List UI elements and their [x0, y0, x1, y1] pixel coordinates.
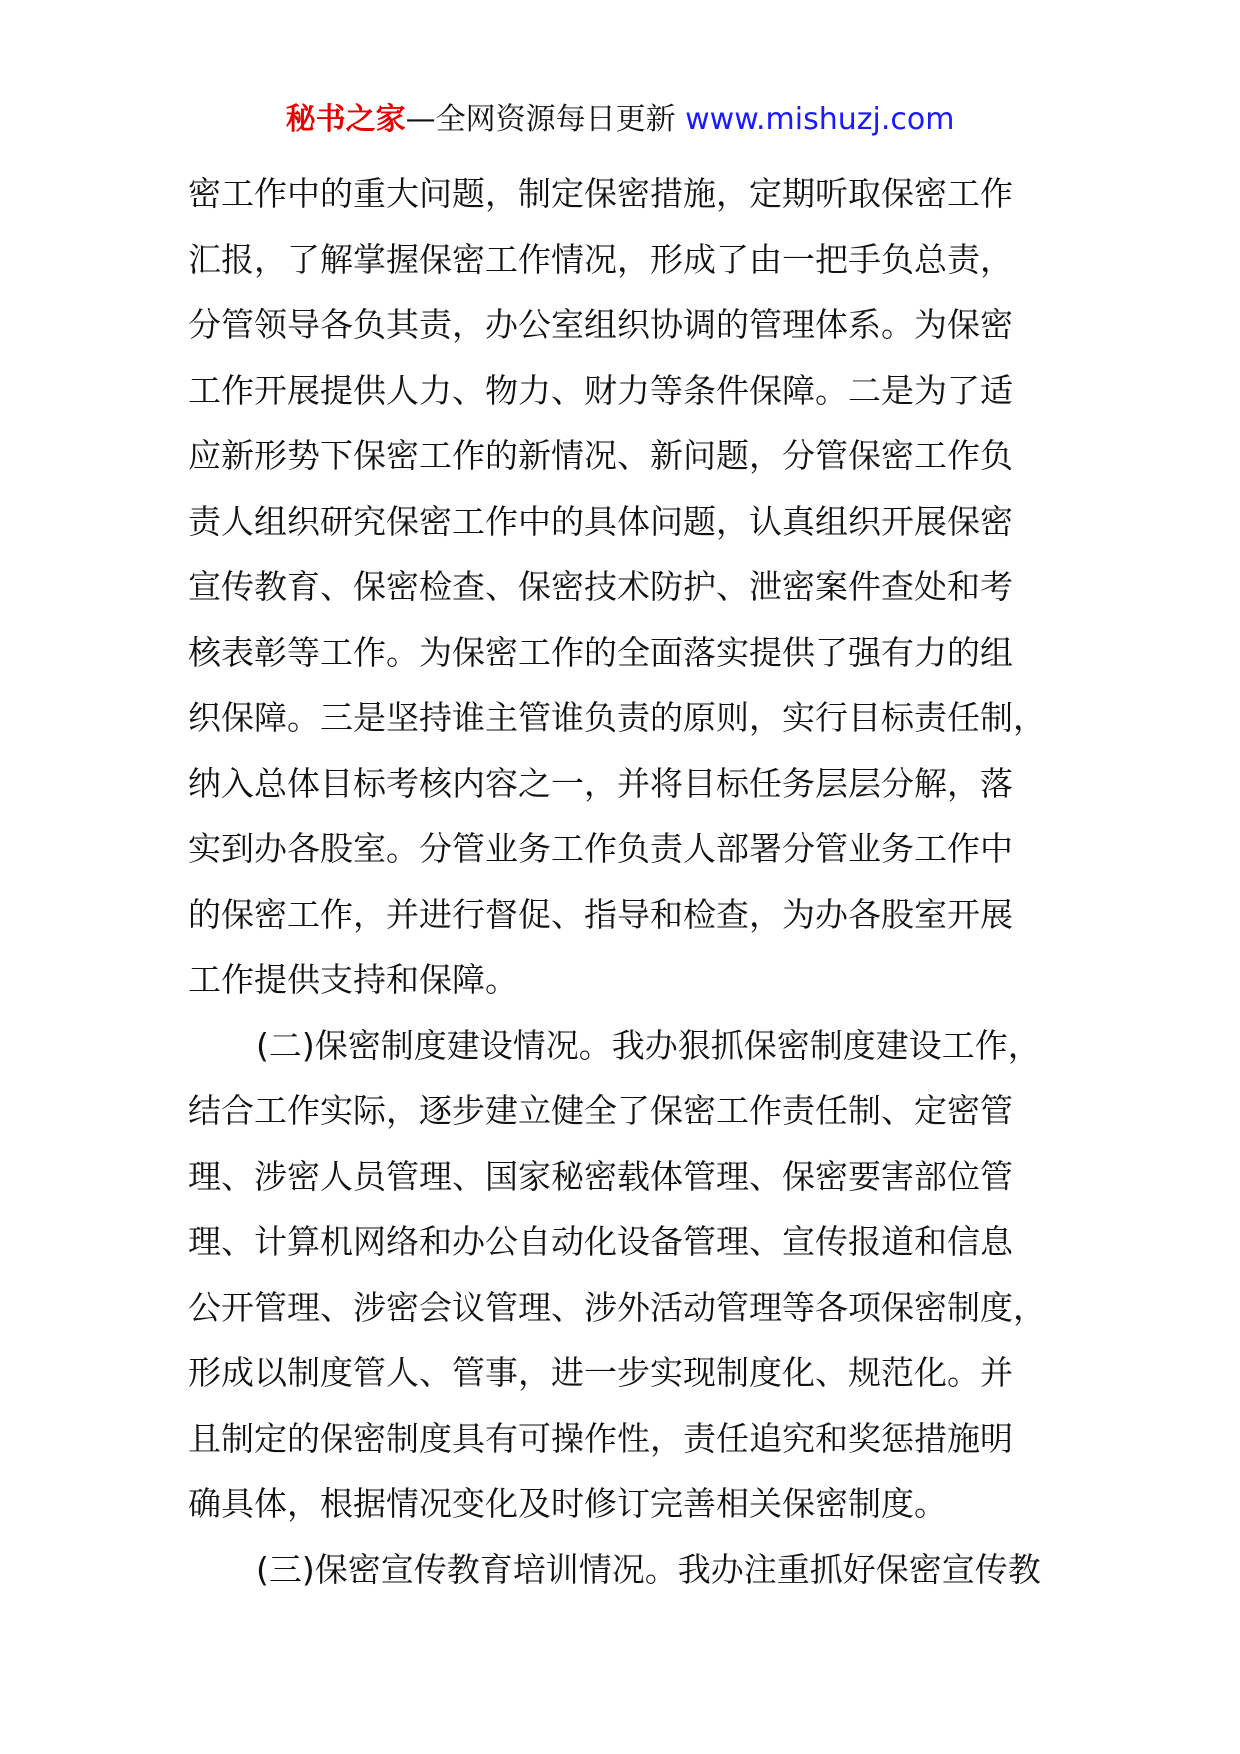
text-line: 分管领导各负其责，办公室组织协调的管理体系。为保密 [188, 305, 1013, 344]
site-brand: 秘书之家 [285, 102, 406, 137]
section-heading-line: (二)保密制度建设情况。我办狠抓保密制度建设工作， [256, 1025, 1041, 1065]
site-url-link[interactable]: www.mishuzj.com [685, 102, 955, 137]
text-line: 形成以制度管人、管事，进一步实现制度化、规范化。并 [188, 1353, 1013, 1392]
text-line: 核表彰等工作。为保密工作的全面落实提供了强有力的组 [188, 632, 1013, 672]
page-header [0, 100, 1240, 140]
text-line: 理、涉密人员管理、国家秘密载体管理、保密要害部位管 [188, 1156, 1013, 1196]
text-line: 确具体，根据情况变化及时修订完善相关保密制度。 [188, 1484, 947, 1523]
text-line: 实到办各股室。分管业务工作负责人部署分管业务工作中 [188, 829, 1013, 868]
site-slogan: —全网资源每日更新 [405, 102, 686, 137]
text-line: 宣传教育、保密检查、保密技术防护、泄密案件查处和考 [188, 567, 1013, 606]
text-line: 织保障。三是坚持谁主管谁负责的原则，实行目标责任制， [188, 698, 1046, 737]
text-line: 公开管理、涉密会议管理、涉外活动管理等各项保密制度， [188, 1287, 1046, 1327]
text-line: 工作开展提供人力、物力、财力等条件保障。二是为了适 [188, 370, 1013, 410]
text-line: 理、计算机网络和办公自动化设备管理、宣传报道和信息 [188, 1222, 1013, 1261]
text-line: 且制定的保密制度具有可操作性，责任追究和奖惩措施明 [188, 1418, 1013, 1458]
text-line: 结合工作实际，逐步建立健全了保密工作责任制、定密管 [188, 1091, 1013, 1130]
document-body [188, 161, 1078, 1602]
text-line: 的保密工作，并进行督促、指导和检查，为办各股室开展 [188, 894, 1013, 934]
text-line: 责人组织研究保密工作中的具体问题，认真组织开展保密 [188, 501, 1013, 541]
text-line: 工作提供支持和保障。 [188, 960, 518, 999]
text-line: 纳入总体目标考核内容之一，并将目标任务层层分解，落 [188, 763, 1013, 803]
section-heading-line: (三)保密宣传教育培训情况。我办注重抓好保密宣传教 [256, 1549, 1041, 1589]
text-line: 应新形势下保密工作的新情况、新问题，分管保密工作负 [188, 436, 1013, 475]
text-line: 汇报，了解掌握保密工作情况，形成了由一把手负总责， [188, 239, 1013, 279]
text-line: 密工作中的重大问题，制定保密措施，定期听取保密工作 [188, 174, 1013, 213]
